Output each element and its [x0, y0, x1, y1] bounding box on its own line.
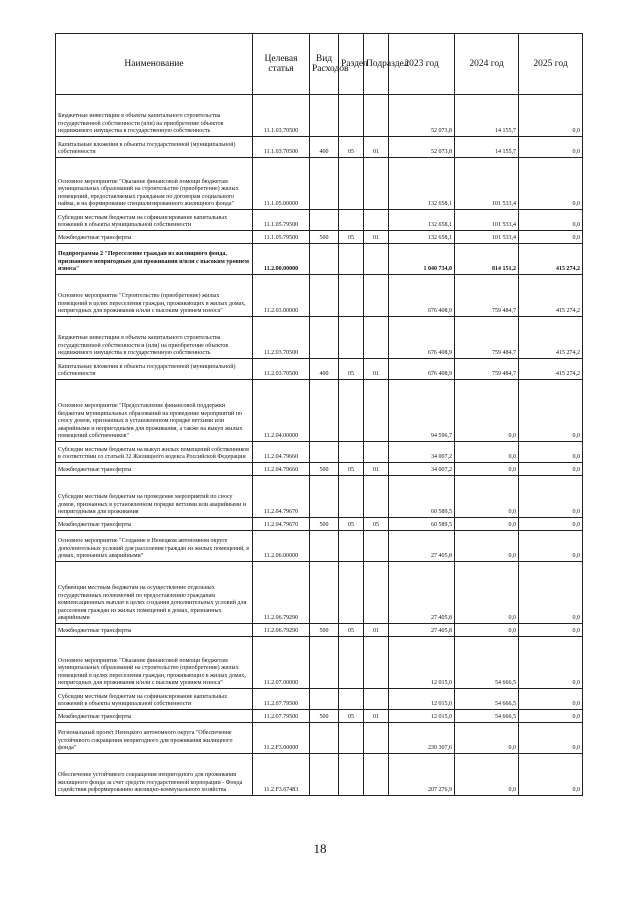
row-2025: 0,0: [519, 531, 583, 562]
table-row: [56, 137, 583, 158]
row-2023: 94 596,7: [389, 380, 455, 442]
row-code: 11.2.04.00000: [253, 380, 310, 442]
row-vid: [310, 723, 339, 754]
row-name: Бюджетные инвестиции в объекты капитального строительства государственной собственности и (или) на приобретение объектов недвижимого имущества в государственную собственность: [56, 317, 253, 359]
row-2023: 132 658,1: [389, 210, 455, 231]
row-podr: [364, 637, 389, 689]
row-2025: 415 274,2: [519, 317, 583, 359]
row-2024: 54 666,5: [455, 637, 519, 689]
row-razd: 05: [339, 518, 364, 531]
row-podr: [364, 476, 389, 518]
table-row: [56, 244, 583, 275]
row-2023: 52 073,8: [389, 95, 455, 137]
row-code: 11.2.04.79670: [253, 518, 310, 531]
row-name: Межбюджетные трансферты: [56, 710, 253, 723]
row-2025: 0,0: [519, 723, 583, 754]
row-podr: [364, 723, 389, 754]
row-vid: [310, 754, 339, 796]
row-podr: [364, 689, 389, 710]
row-code: 11.1.05.79500: [253, 231, 310, 244]
table-row: [56, 317, 583, 359]
row-name: Капитальные вложения в объекты государственной (муниципальной) собственности: [56, 137, 253, 158]
row-2025: 0,0: [519, 231, 583, 244]
row-2023: 27 405,8: [389, 562, 455, 624]
row-2025: 0,0: [519, 95, 583, 137]
table-row: [56, 463, 583, 476]
header-vid: Вид Расходов: [310, 34, 339, 95]
row-vid: [310, 275, 339, 317]
table-row: [56, 531, 583, 562]
row-2024: 0,0: [455, 463, 519, 476]
row-2025: 0,0: [519, 463, 583, 476]
row-2025: 0,0: [519, 562, 583, 624]
row-2023: 12 015,0: [389, 637, 455, 689]
row-2024: 0,0: [455, 380, 519, 442]
row-2024: 759 484,7: [455, 359, 519, 380]
row-podr: [364, 317, 389, 359]
row-vid: 500: [310, 231, 339, 244]
row-vid: [310, 317, 339, 359]
row-code: 11.2.06.00000: [253, 531, 310, 562]
row-2024: 0,0: [455, 754, 519, 796]
row-vid: 400: [310, 359, 339, 380]
row-vid: 400: [310, 137, 339, 158]
row-code: 11.2.06.79290: [253, 624, 310, 637]
row-podr: [364, 380, 389, 442]
row-vid: [310, 244, 339, 275]
row-podr: [364, 531, 389, 562]
row-2024: 0,0: [455, 476, 519, 518]
row-2024: 0,0: [455, 562, 519, 624]
row-name: Бюджетные инвестиции в объекты капитального строительства государственной собственности (или) на приобретение объектов недвижимого имущества в государственную собственность: [56, 95, 253, 137]
row-2023: 207 276,9: [389, 754, 455, 796]
row-podr: 01: [364, 231, 389, 244]
row-2024: 0,0: [455, 723, 519, 754]
row-code: 11.2.07.79500: [253, 710, 310, 723]
row-2025: 0,0: [519, 624, 583, 637]
row-code: 11.1.05.00000: [253, 158, 310, 210]
row-2023: 132 658,1: [389, 158, 455, 210]
row-razd: 05: [339, 231, 364, 244]
row-razd: [339, 95, 364, 137]
row-name: Субсидии местным бюджетам на проведение мероприятий по сносу домов, признанных в установленном порядке ветхими или аварийными и непригодными для проживания: [56, 476, 253, 518]
row-2023: 676 408,9: [389, 359, 455, 380]
table-row: [56, 231, 583, 244]
header-2025: 2025 год: [519, 34, 583, 95]
row-2024: 759 484,7: [455, 317, 519, 359]
table-row: [56, 518, 583, 531]
page-number: 18: [313, 841, 327, 856]
row-2024: 759 484,7: [455, 275, 519, 317]
row-2025: 0,0: [519, 518, 583, 531]
table-row: [56, 754, 583, 796]
row-name: Межбюджетные трансферты: [56, 231, 253, 244]
row-podr: 01: [364, 359, 389, 380]
row-2023: 676 408,9: [389, 275, 455, 317]
row-vid: [310, 637, 339, 689]
row-name: Межбюджетные трансферты: [56, 518, 253, 531]
table-row: [56, 275, 583, 317]
row-2024: 814 151,2: [455, 244, 519, 275]
table-row: [56, 710, 583, 723]
row-2025: 0,0: [519, 442, 583, 463]
row-name: Субсидии местным бюджетам на выкуп жилых помещений собственников в соответствии со статьей 32 Жилищного кодекса Российской Федерации: [56, 442, 253, 463]
row-code: 11.1.03.70500: [253, 95, 310, 137]
row-razd: [339, 476, 364, 518]
row-code: 11.2.00.00000: [253, 244, 310, 275]
row-podr: [364, 275, 389, 317]
row-2023: 27 405,8: [389, 531, 455, 562]
row-2025: 0,0: [519, 158, 583, 210]
row-2023: 132 658,1: [389, 231, 455, 244]
row-name: Субвенции местным бюджетам на осуществление отдельных государственных полномочий по предоставлению гражданам компенсационных выплат в целях создания дополнительных условий для расселения граждан из жилых помещений в домах, признанных аварийными: [56, 562, 253, 624]
row-code: 11.2.06.79290: [253, 562, 310, 624]
row-code: 11.1.05.79500: [253, 210, 310, 231]
header-razd: Раздел: [339, 34, 364, 95]
row-2025: 0,0: [519, 710, 583, 723]
row-razd: [339, 689, 364, 710]
row-name: Основное мероприятие "Предоставление финансовой поддержки бюджетам муниципальных образований на проведение мероприятий по сносу домов, признанных в установленном порядке ветхими или аварийными и непригодными для проживания, а также на выкуп жилых помещений собственников": [56, 380, 253, 442]
row-podr: 05: [364, 518, 389, 531]
table-row: [56, 380, 583, 442]
row-2024: 101 533,4: [455, 210, 519, 231]
row-code: 11.2.03.70500: [253, 359, 310, 380]
row-2023: 60 589,5: [389, 476, 455, 518]
row-vid: [310, 380, 339, 442]
row-razd: [339, 754, 364, 796]
row-vid: [310, 562, 339, 624]
row-podr: 01: [364, 137, 389, 158]
row-2024: 101 533,4: [455, 231, 519, 244]
row-2025: 0,0: [519, 380, 583, 442]
table-row: [56, 723, 583, 754]
row-2023: 60 589,5: [389, 518, 455, 531]
row-2023: 12 015,0: [389, 689, 455, 710]
row-code: 11.2.F3.00000: [253, 723, 310, 754]
row-podr: [364, 562, 389, 624]
row-podr: [364, 95, 389, 137]
row-name: Межбюджетные трансферты: [56, 624, 253, 637]
row-2025: 415 274,2: [519, 244, 583, 275]
row-razd: [339, 158, 364, 210]
row-2024: 0,0: [455, 531, 519, 562]
row-razd: [339, 275, 364, 317]
table-row: [56, 476, 583, 518]
row-name: Капитальные вложения в объекты государственной (муниципальной) собственности: [56, 359, 253, 380]
row-2024: 14 155,7: [455, 95, 519, 137]
row-vid: [310, 95, 339, 137]
table-row: [56, 442, 583, 463]
table-body: [56, 95, 583, 796]
row-2023: 1 040 734,0: [389, 244, 455, 275]
row-name: Субсидии местным бюджетам на софинансирование капитальных вложений в объекты муниципальной собственности: [56, 210, 253, 231]
row-vid: 500: [310, 463, 339, 476]
row-code: 11.2.04.79660: [253, 463, 310, 476]
row-2023: 230 307,6: [389, 723, 455, 754]
row-razd: [339, 380, 364, 442]
table-row: [56, 95, 583, 137]
row-2023: 34 007,2: [389, 463, 455, 476]
row-code: 11.2.04.79670: [253, 476, 310, 518]
row-code: 11.2.03.00000: [253, 275, 310, 317]
row-razd: 05: [339, 463, 364, 476]
row-2024: 101 533,4: [455, 158, 519, 210]
row-code: 11.2.04.79660: [253, 442, 310, 463]
row-razd: [339, 637, 364, 689]
row-vid: 500: [310, 518, 339, 531]
row-2023: 12 015,0: [389, 710, 455, 723]
row-code: 11.2.F3.67483: [253, 754, 310, 796]
row-2024: 14 155,7: [455, 137, 519, 158]
row-2025: 0,0: [519, 637, 583, 689]
table-header-row: [56, 34, 583, 95]
row-podr: 01: [364, 624, 389, 637]
row-2025: 0,0: [519, 476, 583, 518]
table-row: [56, 637, 583, 689]
row-2023: 27 405,8: [389, 624, 455, 637]
table-row: [56, 689, 583, 710]
table-row: [56, 158, 583, 210]
row-razd: [339, 562, 364, 624]
row-2024: 0,0: [455, 518, 519, 531]
row-vid: 500: [310, 624, 339, 637]
row-2023: 676 408,9: [389, 317, 455, 359]
header-2023: 2023 год: [389, 34, 455, 95]
row-2025: 0,0: [519, 689, 583, 710]
row-code: 11.2.03.70500: [253, 317, 310, 359]
header-target: Целевая статья: [253, 34, 310, 95]
row-vid: [310, 531, 339, 562]
row-name: Основное мероприятие "Оказание финансовой помощи бюджетам муниципальных образований на строительство (приобретение) жилых помещений, предоставляемых гражданам по договорам социального найма, и на формирование специализированного жилищного фонда": [56, 158, 253, 210]
row-2025: 0,0: [519, 137, 583, 158]
row-razd: [339, 531, 364, 562]
row-2024: 0,0: [455, 442, 519, 463]
table-row: [56, 359, 583, 380]
row-name: Региональный проект Ненецкого автономного округа "Обеспечение устойчивого сокращения непригодного для проживания жилищного фонда": [56, 723, 253, 754]
row-2024: 54 666,5: [455, 689, 519, 710]
table-row: [56, 562, 583, 624]
row-name: Подпрограмма 2 "Переселение граждан из жилищного фонда, признанного непригодным для проживания и/или с высоким уровнем износа": [56, 244, 253, 275]
row-podr: 01: [364, 463, 389, 476]
row-2025: 415 274,2: [519, 359, 583, 380]
row-2023: 34 007,2: [389, 442, 455, 463]
row-razd: 05: [339, 137, 364, 158]
row-vid: [310, 442, 339, 463]
row-name: Основное мероприятие "Создание в Ненецком автономном округе дополнительных условий для расселения граждан из жилых помещений, в домах, признанных аварийными": [56, 531, 253, 562]
row-podr: [364, 210, 389, 231]
row-2023: 52 073,8: [389, 137, 455, 158]
row-name: Основное мероприятие "Оказание финансовой помощи бюджетам муниципальных образований на строительство (приобретение) жилых помещений в целях переселения граждан, проживающих в жилых домах, непригодных для проживания и/или с высоким уровнем износа": [56, 637, 253, 689]
row-razd: [339, 723, 364, 754]
row-name: Обеспечение устойчивого сокращения непригодного для проживания жилищного фонда за счет средств государственной корпорации - Фонда содействия реформированию жилищно-коммунального хозяйства: [56, 754, 253, 796]
row-name: Субсидии местным бюджетам на софинансирование капитальных вложений в объекты муниципальной собственности: [56, 689, 253, 710]
row-vid: 500: [310, 710, 339, 723]
row-vid: [310, 689, 339, 710]
row-razd: [339, 210, 364, 231]
row-2025: 0,0: [519, 754, 583, 796]
row-code: 11.2.07.00000: [253, 637, 310, 689]
row-podr: [364, 442, 389, 463]
row-name: Межбюджетные трансферты: [56, 463, 253, 476]
header-podr: Подраздел: [364, 34, 389, 95]
header-2024: 2024 год: [455, 34, 519, 95]
row-razd: 05: [339, 710, 364, 723]
row-code: 11.2.07.79500: [253, 689, 310, 710]
row-podr: [364, 158, 389, 210]
row-code: 11.1.03.70500: [253, 137, 310, 158]
row-razd: 05: [339, 624, 364, 637]
row-podr: [364, 244, 389, 275]
row-razd: [339, 244, 364, 275]
header-name: Наименование: [56, 34, 253, 95]
row-vid: [310, 476, 339, 518]
row-razd: 05: [339, 359, 364, 380]
table-row: [56, 210, 583, 231]
row-razd: [339, 317, 364, 359]
row-vid: [310, 158, 339, 210]
row-name: Основное мероприятие "Строительство (приобретение) жилых помещений в целях переселения граждан, проживающих в жилых домах, непригодных для проживания и/или с высоким уровнем износа": [56, 275, 253, 317]
budget-table: [55, 33, 583, 796]
row-2025: 415 274,2: [519, 275, 583, 317]
row-2025: 0,0: [519, 210, 583, 231]
row-podr: 01: [364, 710, 389, 723]
row-2024: 54 666,5: [455, 710, 519, 723]
table-row: [56, 624, 583, 637]
row-vid: [310, 210, 339, 231]
row-razd: [339, 442, 364, 463]
row-2024: 0,0: [455, 624, 519, 637]
row-podr: [364, 754, 389, 796]
